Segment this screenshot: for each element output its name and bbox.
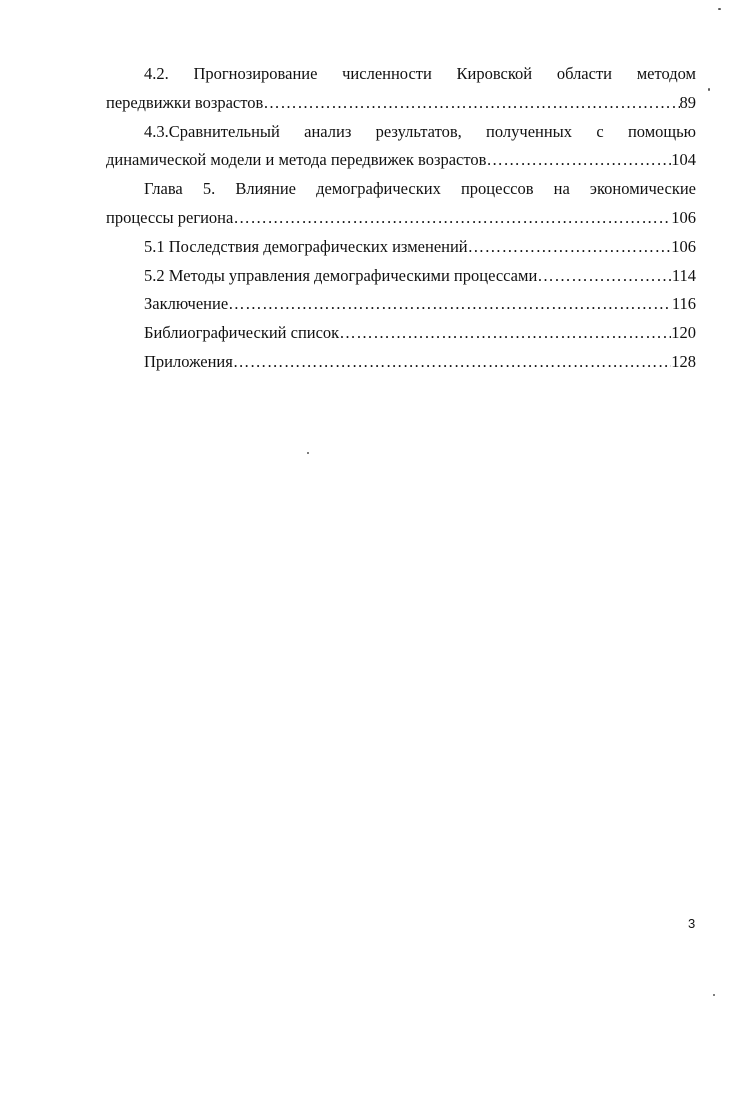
toc-entry-appendices — [106, 348, 696, 377]
dot-leader — [228, 290, 672, 319]
toc-page-number: 89 — [679, 92, 696, 112]
dot-leader — [263, 89, 679, 118]
scan-speck — [708, 88, 710, 91]
toc-page-number: 120 — [671, 323, 696, 343]
toc-entry-continuation — [106, 204, 696, 233]
toc-entry-line — [106, 233, 696, 262]
toc-entry-bibliography — [106, 319, 696, 348]
toc-entry-title-cont: передвижки возрастов — [106, 92, 264, 112]
toc-entry-continuation — [106, 89, 696, 118]
scan-speck — [718, 8, 721, 10]
dot-leader — [468, 233, 672, 262]
toc-page-number: 128 — [671, 351, 696, 371]
toc-entry-5-2 — [106, 262, 696, 291]
toc-entry-title-cont: процессы региона — [106, 207, 234, 227]
toc-page-number: 116 — [671, 294, 696, 314]
toc-entry-title: Библиографический список — [144, 323, 340, 343]
toc-entry-title: 4.2. Прогнозирование численности Кировской области методом — [144, 64, 696, 83]
toc-entry-4-3 — [106, 118, 696, 176]
dot-leader — [233, 348, 671, 377]
toc-entry-title: 5.2 Методы управления демографическими процессами — [144, 265, 538, 285]
toc-entry-continuation — [106, 146, 696, 175]
toc-entry-chapter-5 — [106, 175, 696, 233]
toc-entry-conclusion — [106, 290, 696, 319]
toc-entry-title: 4.3.Сравнительный анализ результатов, полученных с помощью — [144, 121, 696, 141]
toc-page-number: 106 — [671, 236, 696, 256]
toc-entry-title: Заключение — [144, 294, 229, 314]
toc-entry-4-2 — [106, 60, 696, 118]
toc-entry-5-1 — [106, 233, 696, 262]
toc-page-number: 106 — [671, 207, 696, 227]
dot-leader — [486, 146, 671, 175]
scan-speck — [713, 994, 715, 996]
dot-leader — [537, 262, 672, 291]
toc-entry-title: 5.1 Последствия демографических изменений — [144, 236, 468, 256]
toc-page-number: 104 — [671, 150, 696, 170]
toc-entry-line — [106, 319, 696, 348]
toc-entry-line — [106, 262, 696, 291]
page-number: 3 — [688, 916, 696, 931]
toc-entry-title: Глава 5. Влияние демографических процессов на экономические — [144, 179, 696, 199]
toc-entry-line — [106, 348, 696, 377]
toc-entry-line — [106, 290, 696, 319]
toc-page-number: 114 — [671, 265, 696, 285]
scan-speck — [307, 452, 309, 454]
toc-entry-title: Приложения — [144, 351, 233, 371]
table-of-contents — [106, 60, 696, 377]
dot-leader — [339, 319, 671, 348]
dot-leader — [233, 204, 671, 233]
toc-entry-title-cont: динамической модели и метода передвижек возрастов — [106, 150, 487, 170]
